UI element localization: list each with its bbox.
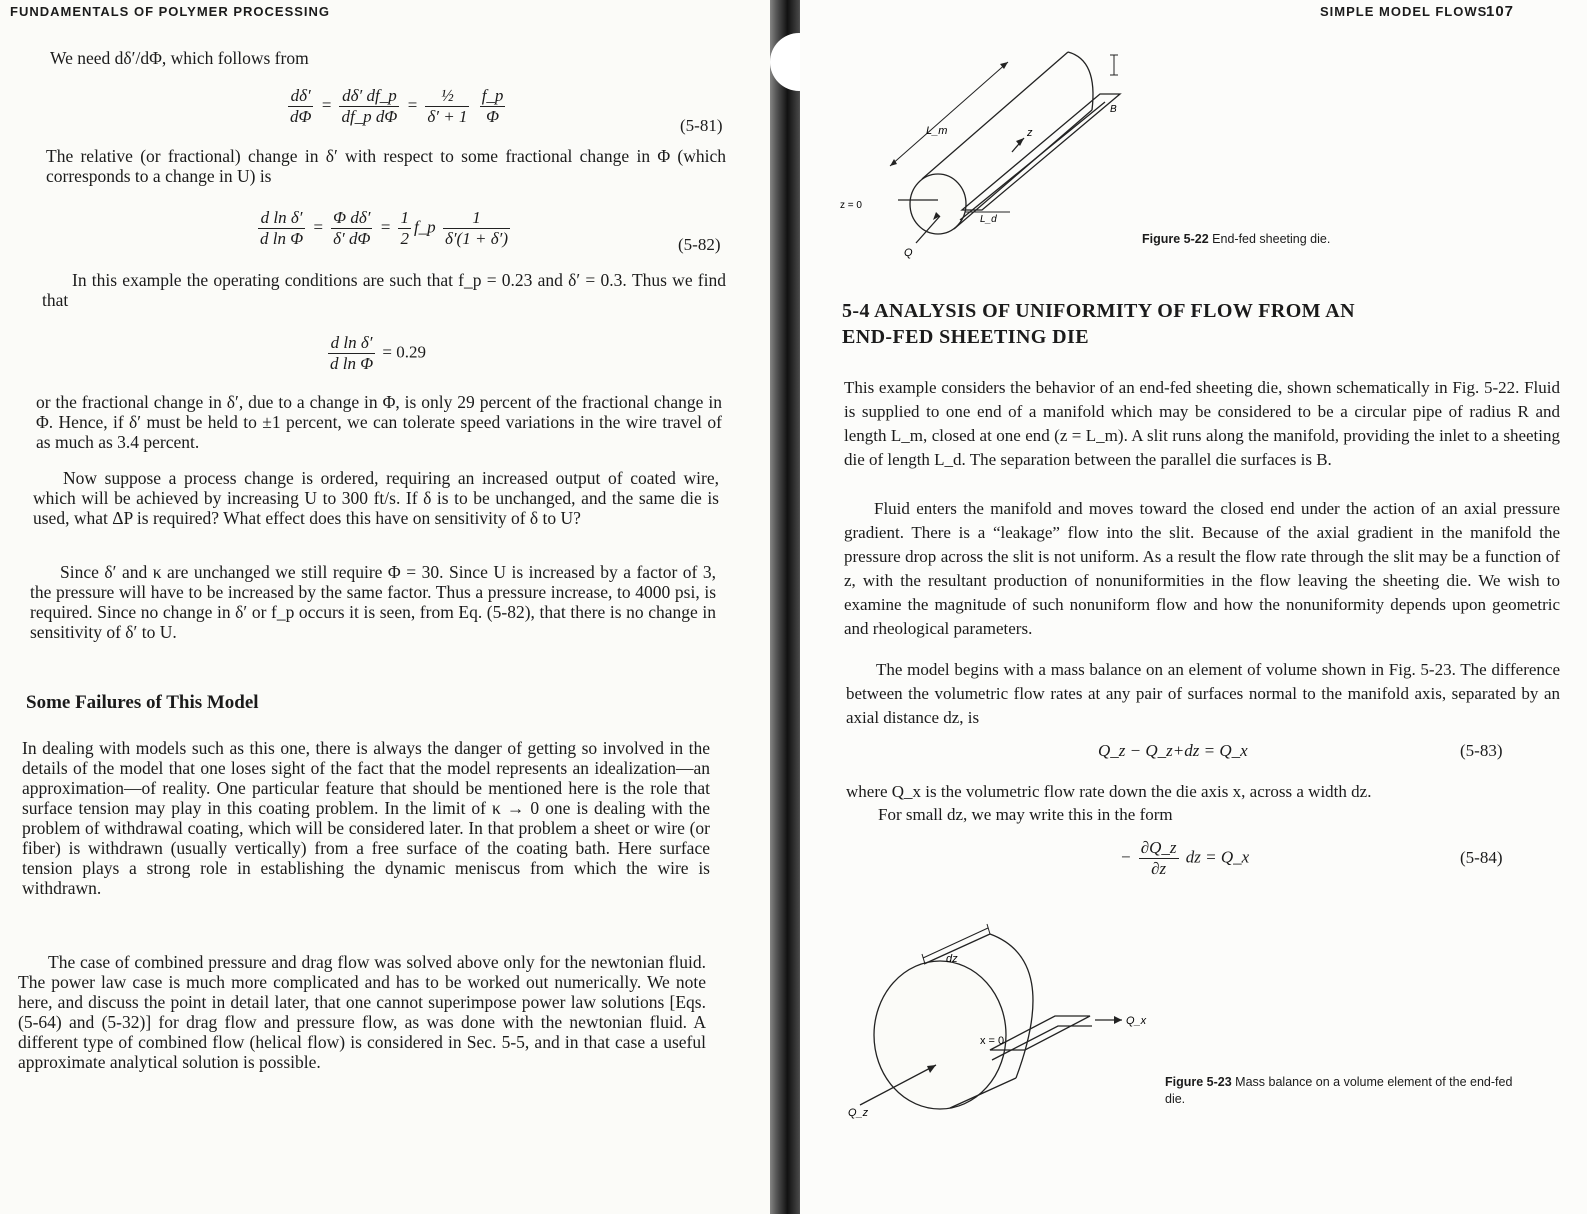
subheading: Some Failures of This Model <box>26 692 259 713</box>
running-header-left: FUNDAMENTALS OF POLYMER PROCESSING <box>10 4 331 19</box>
figure-5-22-caption: Figure 5-22 End-fed sheeting die. <box>1142 232 1331 246</box>
paragraph: In dealing with models such as this one, there is always the danger of getting so involved in the details of the model that one loses sight of the fact that the model represents an idealization—an approximation—of reality. One particular feature that should be mentioned here is the role that surface tension may play in this coating problem. In the limit of κ → 0 one is dealing with the problem of withdrawal coating, which will be considered later. In that problem a sheet or wire (or fiber) is withdrawn (usually vertically) from a free surface of the coating bath. Here surface tension plays a strong role in establishing the dynamic meniscus from which the wire is withdrawn. <box>22 738 710 898</box>
figure-5-23-diagram <box>840 920 1160 1130</box>
label-Lm: L_m <box>926 125 948 137</box>
equation-result: $\frac{\text{d ln δ′}}{\text{d ln Φ}}$ = 0.29 <box>330 333 427 373</box>
paragraph: The model begins with a mass balance on an element of volume shown in Fig. 5-23. The difference between the volumetric flow rates at any pair of surfaces normal to the manifold axis, separated by an axial distance dz, is <box>846 660 1560 727</box>
left-page <box>0 0 770 1214</box>
equation-5-82: $\frac{\text{d ln δ′}}{\text{d ln Φ}}$ = $\frac{\text{Φ dδ′}}{\delta' d\Phi}$ = $\frac{1}{2}$ f_p $\frac{1}{\delta'(1 + \delta')}$ <box>260 208 508 248</box>
B-dimension <box>1110 55 1118 75</box>
equation-5-83: Q_z − Q_z+dz = Q_x <box>1098 741 1248 760</box>
label-z0: z = 0 <box>840 200 862 211</box>
equation-number: (5-83) <box>1460 741 1503 760</box>
label-dz: dz <box>946 953 958 965</box>
manifold-end-circle <box>910 174 966 234</box>
label-x0: x = 0 <box>980 1035 1005 1047</box>
equation-number: (5-82) <box>678 235 721 254</box>
paragraph: In this example the operating conditions are such that f_p = 0.23 and δ′ = 0.3. Thus we find that <box>42 270 726 310</box>
section-title: 5-4 ANALYSIS OF UNIFORMITY OF FLOW FROM AN END-FED SHEETING DIE <box>842 300 1355 348</box>
paragraph: or the fractional change in δ′, due to a change in Φ, is only 29 percent of the fractional change in Φ. Hence, if δ′ must be held to ±1 percent, we can tolerate speed variations in the wire travel of as much as 3.4 percent. <box>36 392 722 452</box>
page-number: 107 <box>1486 3 1515 20</box>
label-Ld: L_d <box>980 214 997 225</box>
paragraph: where Q_x is the volumetric flow rate down the die axis x, across a width dz. <box>846 782 1372 801</box>
label-z: z <box>1027 127 1033 139</box>
label-Qx: Q_x <box>1126 1015 1147 1027</box>
label-Q: Q <box>904 247 913 259</box>
right-page <box>800 0 1587 1214</box>
equation-number: (5-81) <box>680 116 723 135</box>
paragraph: For small dz, we may write this in the form <box>878 805 1173 824</box>
figure-5-22-diagram <box>830 40 1170 270</box>
equation-5-84: − $\frac{\partial Q\_z}{\partial z}$ dz = Q_x <box>1120 838 1250 878</box>
paragraph-intro: We need dδ′/dΦ, which follows from <box>50 48 309 68</box>
equation-5-81: $\frac{d\delta'}{d\Phi}$ = $\frac{d\delta' df\_p}{\text{df\_p dΦ}}$ = $\frac{\text{½}}{\delta' + 1}$ $\frac{f\_p}{\Phi}$ <box>290 86 504 126</box>
paragraph: Fluid enters the manifold and moves toward the closed end under the action of an axial pressure gradient. There is a “leakage” flow into the slit. Because of the axial gradient in the manifold the pressure drop across the slit is not uniform. As a result the flow rate through the slit may be a function of z, with the resultant production of nonuniformities in the flow leaving the sheeting die. We wish to examine the magnitude of such nonuniform flow and how the nonuniformity depends upon geometric and rheological parameters. <box>844 499 1560 638</box>
label-B: B <box>1110 104 1117 115</box>
paragraph: The case of combined pressure and drag flow was solved above only for the newtonian fluid. The power law case is much more complicated and has to be worked out numerically. We note here, and discuss the point in detail later, that one cannot superimpose power law solutions [Eqs. (5-64) and (5-32)] for drag flow and pressure flow, as was done with the newtonian fluid. A different type of combined flow (helical flow) is considered in Sec. 5-5, and in that case a useful approximate analytical solution is possible. <box>18 952 706 1072</box>
paragraph: Now suppose a process change is ordered, requiring an increased output of coated wire, which will be achieved by increasing U to 300 ft/s. If δ is to be unchanged, and the same die is used, what ΔP is required? What effect does this have on sensitivity of δ to U? <box>33 468 719 528</box>
equation-number: (5-84) <box>1460 848 1503 867</box>
paragraph: This example considers the behavior of an end-fed sheeting die, shown schematically in Fig. 5-22. Fluid is supplied to one end of a manifold which may be considered to be a circular pipe of radius R and length L_m, closed at one end (z = L_m). A slit runs along the manifold, providing the inlet to a sheeting die of length L_d. The separation between the parallel die surfaces is B. <box>844 378 1560 469</box>
label-Qz: Q_z <box>848 1107 869 1119</box>
figure-5-23-caption: Figure 5-23 Mass balance on a volume element of the end-fed die. <box>1165 1075 1513 1106</box>
paragraph: The relative (or fractional) change in δ′ with respect to some fractional change in Φ (which corresponds to a change in U) is <box>46 146 726 186</box>
Lm-dimension <box>890 62 1008 166</box>
paragraph: Since δ′ and κ are unchanged we still require Φ = 30. Since U is increased by a factor of 3, the pressure will have to be increased by the same factor. Thus a pressure increase, to 4000 psi, is required. Since no change in δ′ or f_p occurs it is seen, from Eq. (5-82), that there is no change in sensitivity of δ′ to U. <box>30 562 716 642</box>
manifold-top-edge <box>922 52 1068 179</box>
slit-plate <box>962 94 1120 210</box>
running-header-right: SIMPLE MODEL FLOWS <box>1320 4 1488 19</box>
